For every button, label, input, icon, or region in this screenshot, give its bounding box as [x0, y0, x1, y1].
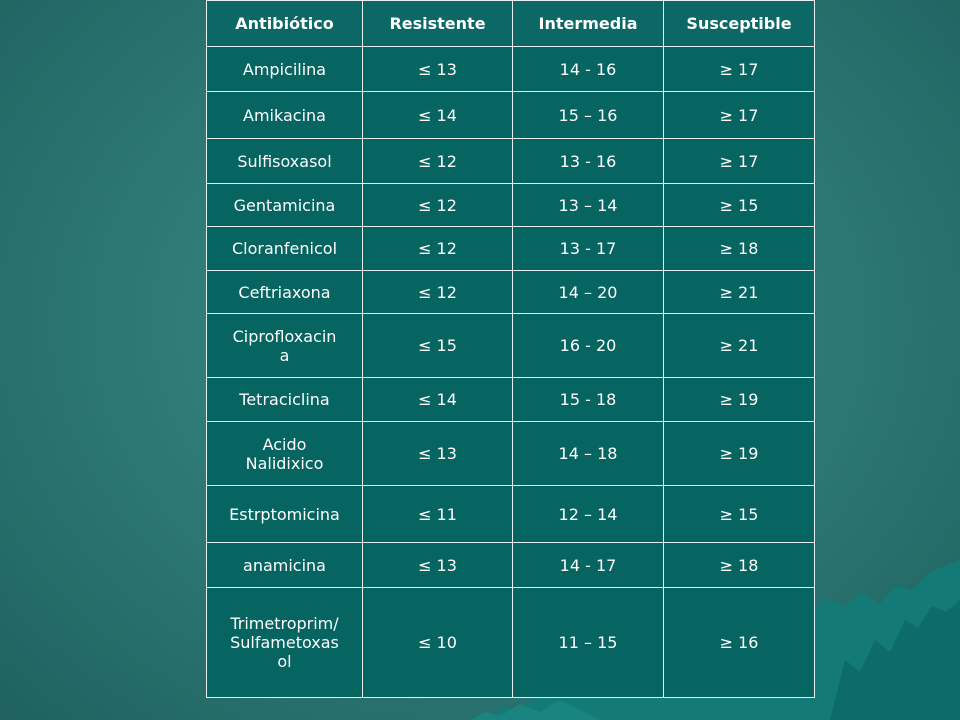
table-row [207, 588, 815, 698]
table-header-row [207, 1, 815, 47]
header-intermedia: Intermedia [513, 1, 664, 47]
susceptible-cell: ≥ 17 [664, 47, 815, 92]
susceptible-cell: ≥ 19 [664, 378, 815, 422]
header-susceptible: Susceptible [664, 1, 815, 47]
table-row [207, 227, 815, 271]
intermedia-cell: 14 - 17 [513, 543, 664, 588]
table-row [207, 378, 815, 422]
antibiotic-name-cell: Gentamicina [207, 184, 363, 227]
table-row [207, 139, 815, 184]
intermedia-cell: 14 – 18 [513, 422, 664, 486]
intermedia-cell: 16 - 20 [513, 314, 664, 378]
susceptible-cell: ≥ 19 [664, 422, 815, 486]
antibiotic-name-cell: Ciprofloxacin a [207, 314, 363, 378]
table-row [207, 422, 815, 486]
header-antibiotico: Antibiótico [207, 1, 363, 47]
table-row [207, 184, 815, 227]
resistente-cell: ≤ 15 [363, 314, 513, 378]
susceptible-cell: ≥ 15 [664, 486, 815, 543]
intermedia-cell: 14 – 20 [513, 271, 664, 314]
antibiotic-name-cell: Tetraciclina [207, 378, 363, 422]
intermedia-cell: 13 - 16 [513, 139, 664, 184]
intermedia-cell: 12 – 14 [513, 486, 664, 543]
antibiotic-name-cell: Ceftriaxona [207, 271, 363, 314]
resistente-cell: ≤ 13 [363, 543, 513, 588]
resistente-cell: ≤ 14 [363, 92, 513, 139]
resistente-cell: ≤ 10 [363, 588, 513, 698]
antibiotic-name-cell: Estrptomicina [207, 486, 363, 543]
table-row [207, 543, 815, 588]
resistente-cell: ≤ 13 [363, 47, 513, 92]
intermedia-cell: 11 – 15 [513, 588, 664, 698]
resistente-cell: ≤ 13 [363, 422, 513, 486]
resistente-cell: ≤ 12 [363, 184, 513, 227]
antibiotic-name-cell: Acido Nalidixico [207, 422, 363, 486]
susceptible-cell: ≥ 17 [664, 92, 815, 139]
antibiotic-name-cell: anamicina [207, 543, 363, 588]
table-row [207, 271, 815, 314]
intermedia-cell: 13 – 14 [513, 184, 664, 227]
antibiotic-name-cell: Trimetroprim/ Sulfametoxas ol [207, 588, 363, 698]
intermedia-cell: 14 - 16 [513, 47, 664, 92]
antibiotic-breakpoint-table [206, 0, 815, 698]
antibiotic-name-cell: Cloranfenicol [207, 227, 363, 271]
header-resistente: Resistente [363, 1, 513, 47]
table-row [207, 92, 815, 139]
intermedia-cell: 15 - 18 [513, 378, 664, 422]
resistente-cell: ≤ 11 [363, 486, 513, 543]
antibiotic-name-cell: Ampicilina [207, 47, 363, 92]
table-row [207, 47, 815, 92]
intermedia-cell: 15 – 16 [513, 92, 664, 139]
susceptible-cell: ≥ 18 [664, 543, 815, 588]
table-row [207, 314, 815, 378]
antibiotic-name-cell: Amikacina [207, 92, 363, 139]
table-row [207, 486, 815, 543]
resistente-cell: ≤ 12 [363, 227, 513, 271]
susceptible-cell: ≥ 21 [664, 271, 815, 314]
susceptible-cell: ≥ 16 [664, 588, 815, 698]
intermedia-cell: 13 - 17 [513, 227, 664, 271]
resistente-cell: ≤ 14 [363, 378, 513, 422]
susceptible-cell: ≥ 15 [664, 184, 815, 227]
resistente-cell: ≤ 12 [363, 271, 513, 314]
resistente-cell: ≤ 12 [363, 139, 513, 184]
susceptible-cell: ≥ 18 [664, 227, 815, 271]
susceptible-cell: ≥ 17 [664, 139, 815, 184]
antibiotic-name-cell: Sulfisoxasol [207, 139, 363, 184]
susceptible-cell: ≥ 21 [664, 314, 815, 378]
